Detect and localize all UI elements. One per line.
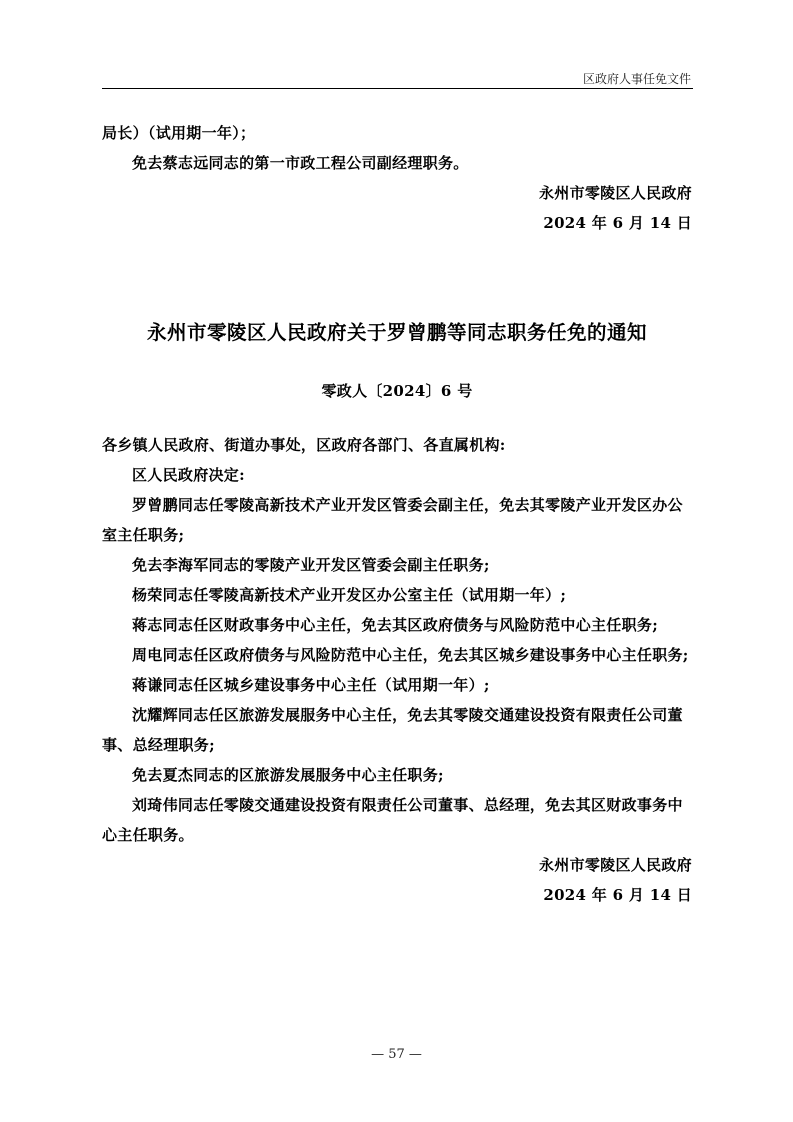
- body-paragraph: 免去夏杰同志的区旅游发展服务中心主任职务;: [132, 766, 444, 784]
- previous-date: 2024 年 6 月 14 日: [543, 214, 692, 232]
- previous-signer: 永州市零陵区人民政府: [538, 184, 692, 202]
- header-rule: [102, 88, 693, 89]
- continued-line: 局长）（试用期一年）；: [102, 124, 256, 142]
- body-paragraph: 刘琦伟同志任零陵交通建设投资有限责任公司董事、总经理，免去其区财政事务中心主任职务。: [102, 796, 683, 844]
- body-paragraph: 杨荣同志任零陵高新技术产业开发区办公室主任（试用期一年）;: [132, 586, 567, 604]
- addressee: 各乡镇人民政府、街道办事处，区政府各部门、各直属机构:: [102, 436, 506, 454]
- document-body: [102, 118, 692, 910]
- running-header: 区政府人事任免文件: [582, 72, 691, 86]
- body-paragraph: 免去李海军同志的零陵产业开发区管委会副主任职务;: [132, 556, 490, 574]
- body-paragraph: 蒋谦同志任区城乡建设事务中心主任（试用期一年）;: [132, 676, 490, 694]
- page-number: — 57 —: [371, 1047, 422, 1062]
- continued-paragraph: 免去蔡志远同志的第一市政工程公司副经理职务。: [132, 154, 469, 172]
- body-paragraph: 罗曾鹏同志任零陵高新技术产业开发区管委会副主任，免去其零陵产业开发区办公室主任职务;: [102, 496, 683, 544]
- body-paragraph: 沈耀辉同志任区旅游发展服务中心主任，免去其零陵交通建设投资有限责任公司董事、总经理职务;: [102, 706, 683, 754]
- body-paragraph: 区人民政府决定:: [132, 466, 245, 484]
- body-paragraph: 周电同志任区政府债务与风险防范中心主任，免去其区城乡建设事务中心主任职务;: [132, 646, 689, 664]
- document-number: 零政人〔2024〕6 号: [321, 382, 473, 400]
- notice-signer: 永州市零陵区人民政府: [538, 856, 692, 874]
- notice-title: 永州市零陵区人民政府关于罗曾鹏等同志职务任免的通知: [146, 321, 647, 344]
- body-paragraph: 蒋志同志任区财政事务中心主任，免去其区政府债务与风险防范中心主任职务;: [132, 616, 659, 634]
- notice-date: 2024 年 6 月 14 日: [543, 886, 692, 904]
